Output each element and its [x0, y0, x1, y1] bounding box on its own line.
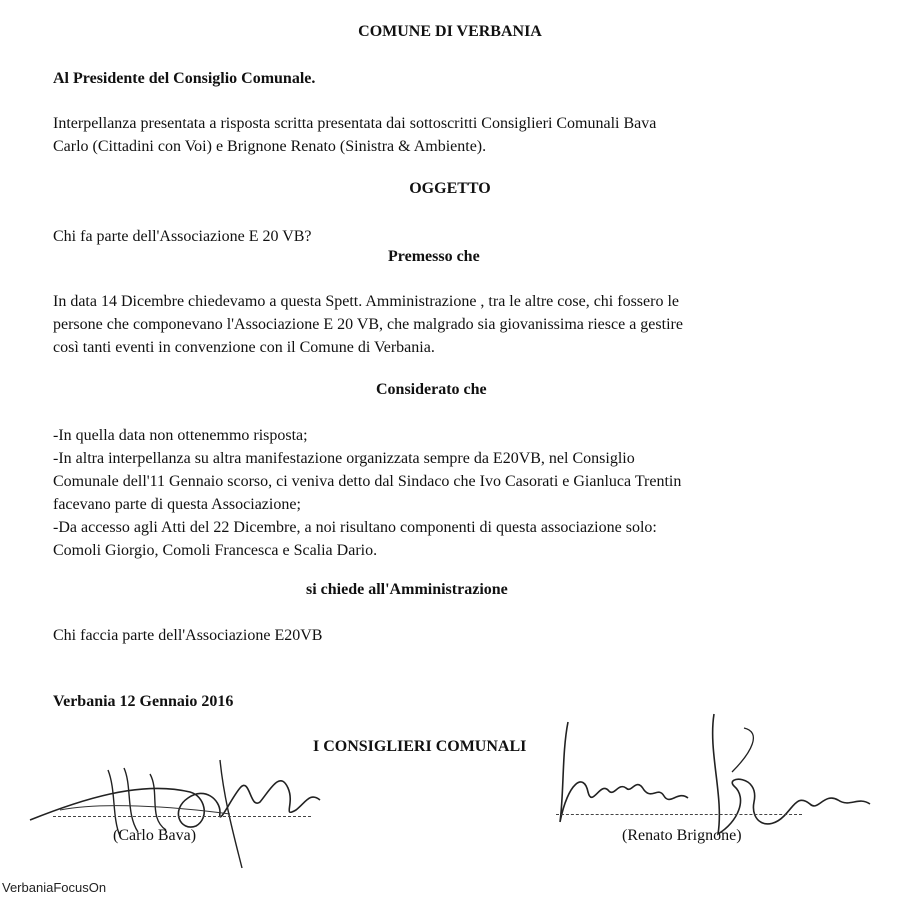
premise-heading: Premesso che [388, 248, 480, 265]
considered-line-4: facevano parte di questa Associazione; [53, 496, 301, 513]
signer-right-name: (Renato Brignone) [622, 827, 742, 844]
considered-heading: Considerato che [376, 381, 487, 398]
signer-left-name: (Carlo Bava) [113, 827, 197, 844]
considered-line-5: -Da accesso agli Atti del 22 Dicembre, a noi risultano componenti di questa associazione solo: [53, 519, 657, 536]
page-title: COMUNE DI VERBANIA [358, 23, 542, 40]
signature-line-right [556, 814, 802, 815]
watermark: VerbaniaFocusOn [2, 880, 107, 895]
signature-bava [20, 740, 340, 880]
considered-line-6: Comoli Giorgio, Comoli Francesca e Scalia Dario. [53, 542, 378, 559]
signature-line-left [53, 816, 311, 817]
signatures-heading: I CONSIGLIERI COMUNALI [313, 738, 527, 755]
request-heading: si chiede all'Amministrazione [306, 581, 508, 598]
considered-line-1: -In quella data non ottenemmo risposta; [53, 427, 308, 444]
request-text: Chi faccia parte dell'Associazione E20VB [53, 627, 323, 644]
intro-line-2: Carlo (Cittadini con Voi) e Brignone Renato (Sinistra & Ambiente). [53, 138, 487, 155]
considered-line-2: -In altra interpellanza su altra manifestazione organizzata sempre da E20VB, nel Consiglio [53, 450, 635, 467]
date-line: Verbania 12 Gennaio 2016 [53, 693, 234, 710]
addressee: Al Presidente del Consiglio Comunale. [53, 70, 316, 87]
subject-heading: OGGETTO [409, 180, 491, 197]
premise-line-1: In data 14 Dicembre chiedevamo a questa Spett. Amministrazione , tra le altre cose, chi fossero le [53, 293, 679, 310]
subject-text: Chi fa parte dell'Associazione E 20 VB? [53, 228, 312, 245]
intro-line-1: Interpellanza presentata a risposta scritta presentata dai sottoscritti Consiglieri Comunali Bava [53, 115, 657, 132]
premise-line-3: così tanti eventi in convenzione con il Comune di Verbania. [53, 339, 435, 356]
premise-line-2: persone che componevano l'Associazione E 20 VB, che malgrado sia giovanissima riesce a gestire [53, 316, 683, 333]
considered-line-3: Comunale dell'11 Gennaio scorso, ci veniva detto dal Sindaco che Ivo Casorati e Gianluca Trentin [53, 473, 682, 490]
